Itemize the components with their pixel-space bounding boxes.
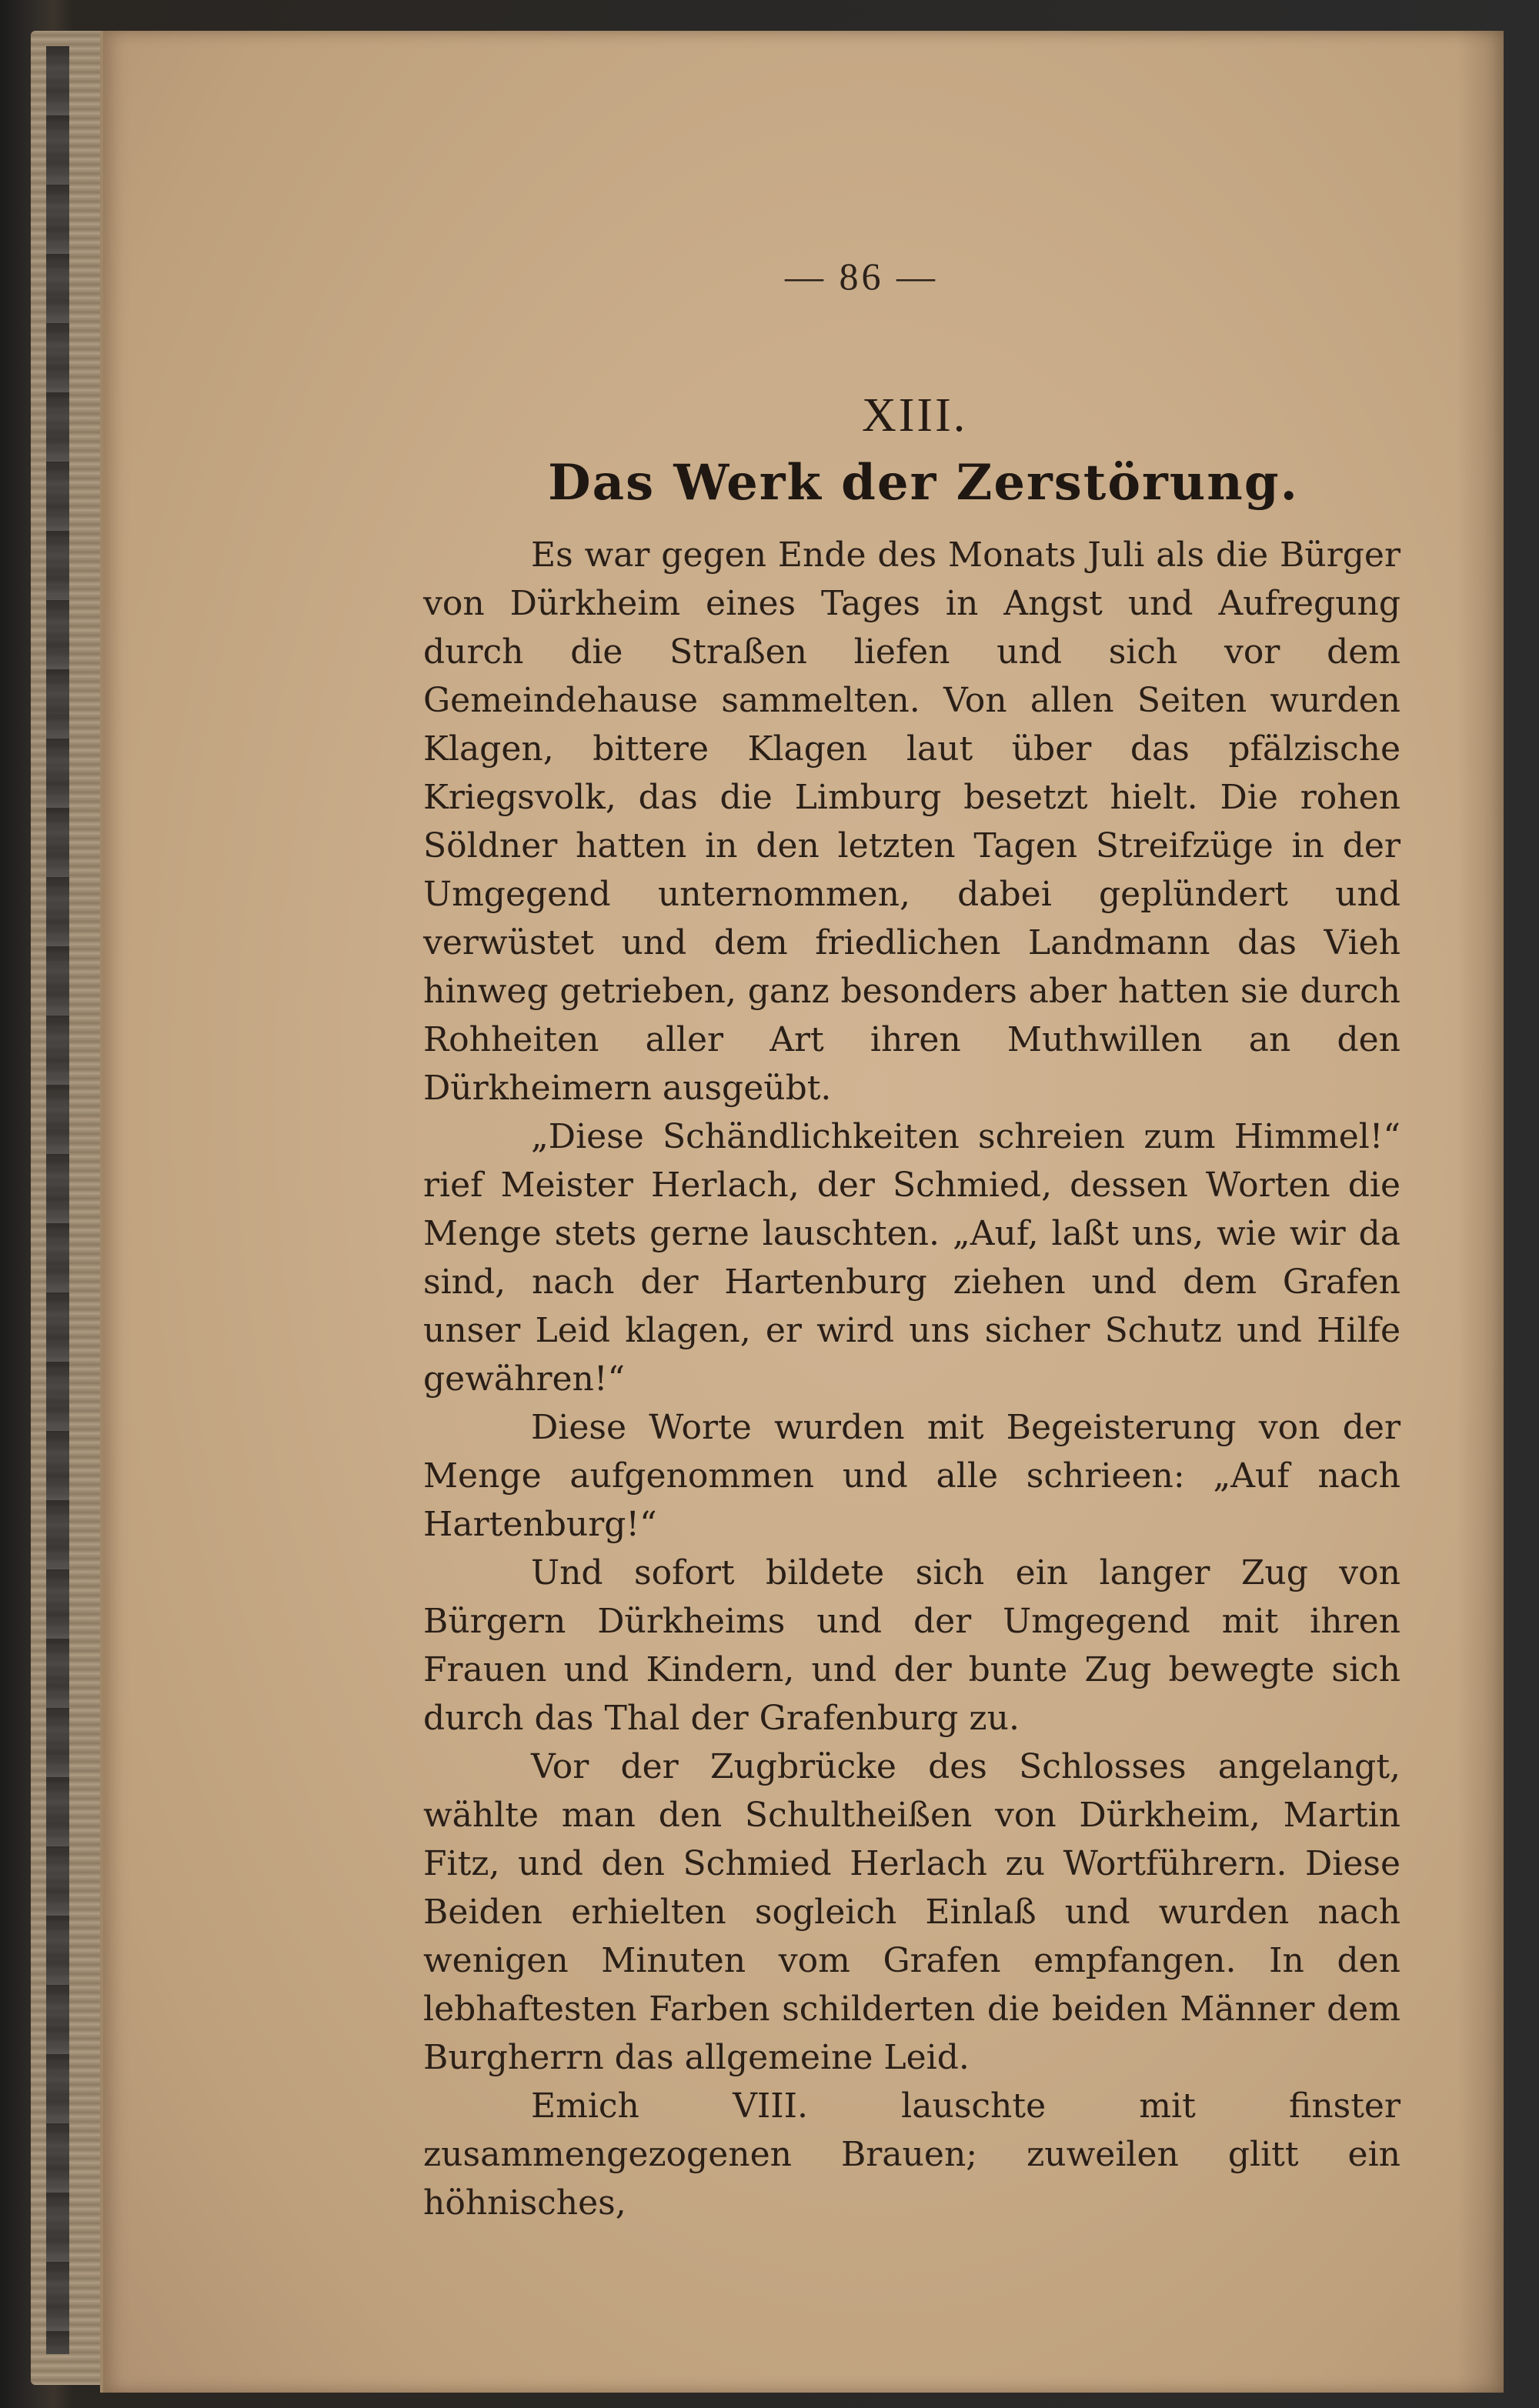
paragraph: Vor der Zugbrücke des Schlosses angelangt, wählte man den Schultheißen von Dürkheim, Martin Fitz, und den Schmied Herlach zu Wortführern. Diese Beiden erhielten sogleich Einlaß und wurden nach wenigen Minuten vom Grafen empfangen. In den lebhaftesten Farben schilderten die beiden Männer dem Burgherrn das allgemeine Leid. [423,1747,1400,2077]
page-number: — 86 — [785,255,938,298]
chapter-number: XIII. [862,389,968,442]
body-text [423,531,1400,2227]
paragraph: Und sofort bildete sich ein langer Zug von Bürgern Dürkheims und der Umgegend mit ihren Frauen und Kindern, und der bunte Zug bewegte sich durch das Thal der Grafenburg zu. [423,1553,1400,1738]
page-shadow-edge [1457,31,1504,2393]
paragraph: Es war gegen Ende des Monats Juli als die Bürger von Dürkheim eines Tages in Angst und Aufregung durch die Straßen liefen und sich vor dem Gemeindehause sammelten. Von allen Seiten wurden Klagen, bittere Klagen laut über das pfälzische Kriegsvolk, das die Limburg besetzt hielt. Die rohen Söldner hatten in den letzten Tagen Streifzüge in der Umgegend unternommen, dabei geplündert und verwüstet und dem friedlichen Landmann das Vieh hinweg getrieben, ganz besonders aber hatten sie durch Rohheiten aller Art ihren Muthwillen an den Dürkheimern ausgeübt. [423,535,1400,1108]
paragraph: „Diese Schändlichkeiten schreien zum Himmel!“ rief Meister Herlach, der Schmied, dessen Worten die Menge stets gerne lauschten. „Auf, laßt uns, wie wir da sind, nach der Hartenburg ziehen und dem Grafen unser Leid klagen, er wird uns sicher Schutz und Hilfe gewähren!“ [423,1117,1400,1399]
paragraph: Diese Worte wurden mit Begeisterung von der Menge aufgenommen und alle schrieen: „Auf nach Hartenburg!“ [423,1408,1400,1544]
chapter-title: Das Werk der Zerstörung. [548,454,1299,512]
paragraph: Emich VIII. lauschte mit finster zusammengezogenen Brauen; zuweilen glitt ein höhnisches, [423,2086,1400,2223]
spine-edge [46,46,69,2354]
